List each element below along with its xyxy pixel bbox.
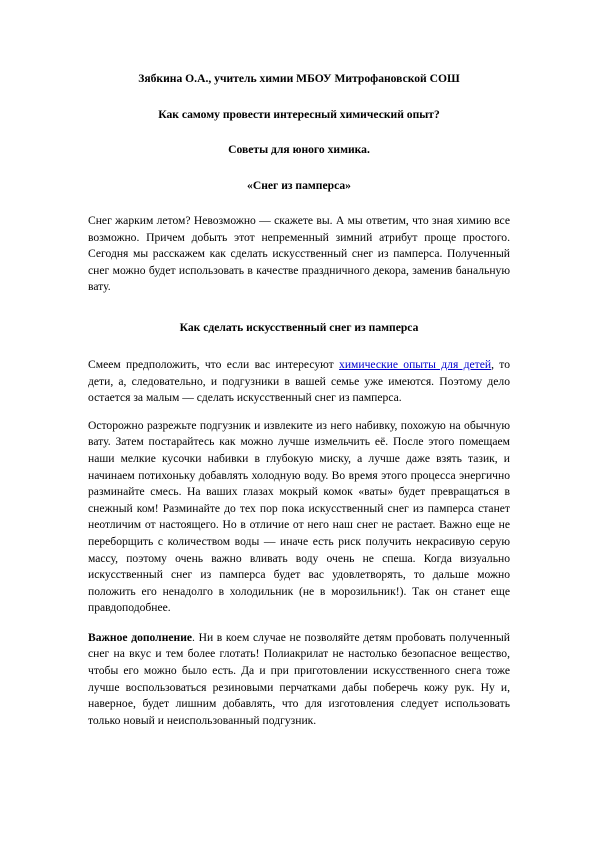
- document-page: [88, 72, 510, 729]
- author-line: Зябкина О.А., учитель химии МБОУ Митрофановской СОШ: [138, 72, 460, 85]
- document-title: «Снег из памперса»: [247, 179, 351, 192]
- paragraph-3: [88, 630, 510, 730]
- paragraph-1-start: Смеем предположить, что если вас интересуют: [88, 357, 340, 371]
- intro-paragraph: Снег жарким летом? Невозможно — скажете вы. А мы ответим, что зная химию все возможно. Причем добыть этот непременный зимний атрибут проще простого. Сегодня мы расскажем как сделать искусственный снег из памперса. Полученный снег можно будет использовать в качестве праздничного декора, заменив банальную вату.: [88, 214, 510, 294]
- question-heading: Как самому провести интересный химический опыт?: [158, 108, 440, 121]
- paragraph-1-end: , то дети, а, следовательно, и подгузники в вашей семье уже имеются. Поэтому дело остается за малым — сделать искусственный снег из памперса.: [88, 357, 510, 405]
- subtitle-heading: Советы для юного химика.: [228, 143, 370, 156]
- paragraph-1: [88, 357, 510, 407]
- important-note-label: Важное дополнение: [88, 630, 193, 644]
- paragraph-3-text: . Ни в коем случае не позволяйте детям пробовать полученный снег на вкус и тем более глотать! Полиакрилат не настолько безопасное вещество, чтобы его можно было есть. Да и при приготовлении искусственного снега тоже лучше воспользоваться резиновыми перчатками дабы поберечь кожу рук. Ну и, наверное, будет лишним добавлять, что для изготовления следует использовать только новый и неиспользованный подгузник.: [88, 630, 511, 727]
- chemistry-experiments-link[interactable]: химические опыты для детей: [339, 357, 492, 371]
- section-heading: Как сделать искусственный снег из памперса: [179, 320, 419, 334]
- paragraph-2: Осторожно разрежьте подгузник и извлеките из него набивку, похожую на обычную вату. Затем постарайтесь как можно лучше измельчить её. После этого помещаем наши мелкие кусочки набивки в глубокую миску, а лучше даже взять тазик, и начинаем потихоньку добавлять холодную воду. Во время этого процесса энергично разминайте смесь. На ваших глазах мокрый комок «ваты» будет превращаться в снежный ком! Разминайте до тех пор пока искусственный снег из памперса станет неотличим от настоящего. Но в отличие от него наш снег не растает. Важно еще не переборщить с количеством воды — иначе есть риск получить некрасивую серую массу, поэтому очень важно вливать воду очень не спеша. Когда визуально искусственный снег из памперса будет вас удовлетворять, то дальше можно положить его ненадолго в холодильник (не в морозильник!). Так он станет еще правдоподобнее.: [88, 418, 510, 615]
